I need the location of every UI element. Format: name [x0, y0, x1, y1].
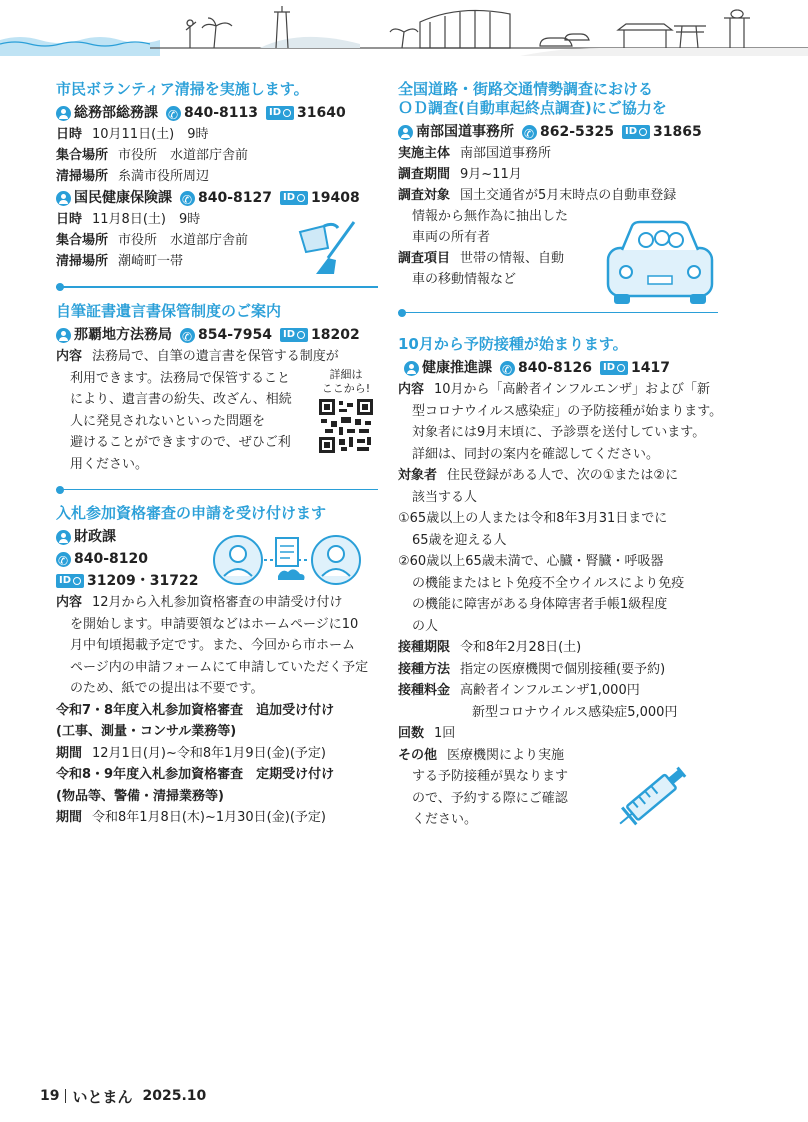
- list-item: の機能またはヒト免疫不全ウイルスにより免疫: [412, 575, 685, 591]
- content-line: 該当する人: [412, 489, 478, 505]
- sub-heading: 令和8・9年度入札参加資格審査 定期受け付け: [56, 767, 335, 782]
- content-line: 詳細は、同封の案内を確認してください。: [412, 446, 660, 462]
- id-search-icon: ID: [600, 361, 628, 375]
- person-icon: [56, 328, 71, 343]
- phone-number: 862-5325: [540, 124, 614, 140]
- info-row: 情報から無作為に抽出した: [412, 209, 569, 224]
- page-id: 31640: [297, 105, 346, 121]
- info-row: ので、予約する際にご確認: [412, 790, 568, 806]
- person-icon: [56, 530, 71, 545]
- dustpan-broom-icon: [294, 218, 358, 276]
- section-title: 全国道路・街路交通情勢調査における: [398, 80, 654, 98]
- section-divider: [56, 286, 378, 288]
- contact-line: [398, 121, 728, 143]
- info-row: 清掃場所 潮崎町一帯: [56, 254, 184, 269]
- phone-number: 854-7954: [198, 327, 272, 343]
- period-row: 期間 12月1日(月)~令和8年1月9日(金)(予定): [56, 745, 326, 761]
- info-row: 調査期間 9月~11月: [398, 167, 522, 182]
- department-name: 総務部総務課: [74, 105, 158, 121]
- section-title: 10月から予防接種が始まります。: [398, 335, 628, 353]
- info-row: 接種方法 指定の医療機関で個別接種(要予約): [398, 661, 666, 677]
- content-line: ページ内の申請フォームにて申請していただく予定: [70, 659, 369, 675]
- content-line: 月中旬頃掲載予定です。また、今回から市ホーム: [70, 638, 355, 653]
- qr-code-block[interactable]: [314, 368, 378, 453]
- traffic-survey-section: [398, 80, 728, 290]
- content-line: により、遺言書の紛失、改ざん、相続: [70, 392, 292, 407]
- magazine-logo: いとまん: [72, 1087, 133, 1106]
- section-title: 自筆証書遺言書保管制度のご案内: [56, 302, 282, 320]
- info-row: 実施主体 南部国道事務所: [398, 146, 552, 161]
- person-icon: [398, 125, 413, 140]
- info-row: 集合場所 市役所 水道部庁舎前: [56, 148, 249, 163]
- content-line: 対象者には9月末頃に、予診票を送付しています。: [412, 425, 706, 440]
- syringe-icon: [608, 755, 698, 837]
- sub-heading: 令和7・8年度入札参加資格審査 追加受け付け: [56, 702, 335, 718]
- page-id: 31209・31722: [87, 573, 199, 589]
- contact-line: [56, 187, 378, 209]
- content-line: 避けることができますので、ぜひご利: [70, 435, 291, 450]
- list-item: 65歳を迎える人: [412, 532, 507, 548]
- page-id: 1417: [631, 360, 670, 376]
- phone-number: 840-8113: [184, 105, 258, 121]
- vaccination-section: [398, 335, 728, 831]
- id-search-icon: ID: [56, 574, 84, 588]
- id-search-icon: ID: [280, 191, 308, 205]
- id-search-icon: ID: [622, 125, 650, 139]
- page-id: 18202: [311, 327, 360, 343]
- list-item: の人: [412, 618, 439, 634]
- info-row: ください。: [412, 812, 478, 827]
- phone-number: 840-8126: [518, 360, 592, 376]
- section-divider: [398, 312, 718, 313]
- person-icon: [404, 361, 419, 376]
- phone-icon: [56, 552, 71, 567]
- qr-code-icon[interactable]: [319, 399, 373, 453]
- info-row: 集合場所 市役所 水道部庁舎前: [56, 233, 249, 248]
- content-line: を開始します。申請要領などはホームページに10: [70, 616, 359, 632]
- department-name: 那覇地方法務局: [74, 327, 172, 343]
- info-row: 回数 1回: [398, 726, 456, 741]
- info-row: 日時 10月11日(土) 9時: [56, 127, 209, 142]
- content-line: 型コロナウイルス感染症」の予防接種が始まります。: [412, 403, 723, 419]
- info-row: 新型コロナウイルス感染症5,000円: [472, 704, 678, 720]
- right-column: [398, 80, 728, 831]
- info-row: その他 医療機関により実施: [398, 747, 565, 763]
- footer-divider: [65, 1089, 66, 1103]
- content-line: 人に発見されないといった問題を: [70, 413, 266, 429]
- car-with-family-icon: [602, 218, 718, 306]
- phone-icon: [180, 328, 195, 343]
- section-title: 市民ボランティア清掃を実施します。: [56, 80, 309, 98]
- contact-line: [398, 357, 728, 379]
- qr-caption: 詳細は: [329, 368, 363, 381]
- content-line: のため、紙での提出は不要です。: [70, 681, 264, 696]
- list-item: ①65歳以上の人または令和8年3月31日までに: [398, 511, 668, 526]
- info-row: 調査対象 国土交通省が5月末時点の自動車登録: [398, 188, 677, 203]
- department-name: 健康推進課: [422, 360, 492, 376]
- online-application-illustration: [212, 530, 362, 590]
- info-row: 清掃場所 糸満市役所周辺: [56, 169, 210, 184]
- phone-number: 840-8127: [198, 190, 272, 206]
- info-row: する予防接種が異なります: [412, 769, 569, 784]
- info-row: 接種料金 高齢者インフルエンザ1,000円: [398, 683, 640, 698]
- content-line: 対象者 住民登録がある人で、次の①または②に: [398, 468, 679, 483]
- department-name: 国民健康保険課: [74, 190, 172, 206]
- volunteer-cleanup-section: [56, 80, 378, 272]
- section-title: 入札参加資格審査の申請を受け付けます: [56, 504, 327, 522]
- section-divider: [56, 489, 378, 490]
- sub-heading: (工事、測量・コンサル業務等): [56, 724, 237, 739]
- content-line: 内容 12月から入札参加資格審査の申請受け付け: [56, 595, 343, 610]
- id-search-icon: ID: [266, 106, 294, 120]
- phone-number: 840-8120: [74, 551, 148, 567]
- page-number: 19: [40, 1088, 60, 1104]
- info-row: 日時 11月8日(土) 9時: [56, 212, 201, 227]
- content-line: 内容 法務局で、自筆の遺言書を保管する制度が: [56, 349, 339, 364]
- left-column: [56, 80, 378, 829]
- period-row: 期間 令和8年1月8日(木)~1月30日(金)(予定): [56, 810, 326, 825]
- person-icon: [56, 191, 71, 206]
- content-line: 用ください。: [70, 456, 149, 472]
- qr-caption: ここから!: [321, 382, 371, 395]
- person-icon: [56, 106, 71, 121]
- phone-icon: [180, 191, 195, 206]
- will-storage-section: [56, 302, 378, 475]
- header-skyline-illustration: [0, 0, 808, 56]
- page-id: 31865: [653, 124, 702, 140]
- department-name: 財政課: [74, 529, 116, 545]
- info-row: 車の移動情報など: [412, 272, 517, 287]
- id-search-icon: ID: [280, 328, 308, 342]
- contact-line: [56, 324, 378, 346]
- info-row: 車両の所有者: [412, 230, 491, 245]
- list-item: ②60歳以上65歳未満で、心臓・腎臓・呼吸器: [398, 554, 664, 569]
- issue-date: 2025.10: [142, 1088, 207, 1104]
- contact-line: [56, 102, 378, 124]
- phone-icon: [522, 125, 537, 140]
- list-item: の機能に障害がある身体障害者手帳1級程度: [412, 597, 668, 612]
- info-row: 接種期限 令和8年2月28日(土): [398, 640, 582, 655]
- page-footer: [40, 1084, 206, 1108]
- info-row: 調査項目 世帯の情報、自動: [398, 251, 565, 266]
- page-id: 19408: [311, 190, 360, 206]
- content-line: 利用できます。法務局で保管すること: [70, 370, 290, 386]
- content-line: 内容 10月から「高齢者インフルエンザ」および「新: [398, 382, 711, 397]
- section-title: ＯＤ調査(自動車起終点調査)にご協力を: [398, 99, 667, 117]
- department-name: 南部国道事務所: [416, 124, 514, 140]
- bid-qualification-section: [56, 504, 378, 829]
- phone-icon: [500, 361, 515, 376]
- sub-heading: (物品等、警備・清掃業務等): [56, 788, 224, 804]
- phone-icon: [166, 106, 181, 121]
